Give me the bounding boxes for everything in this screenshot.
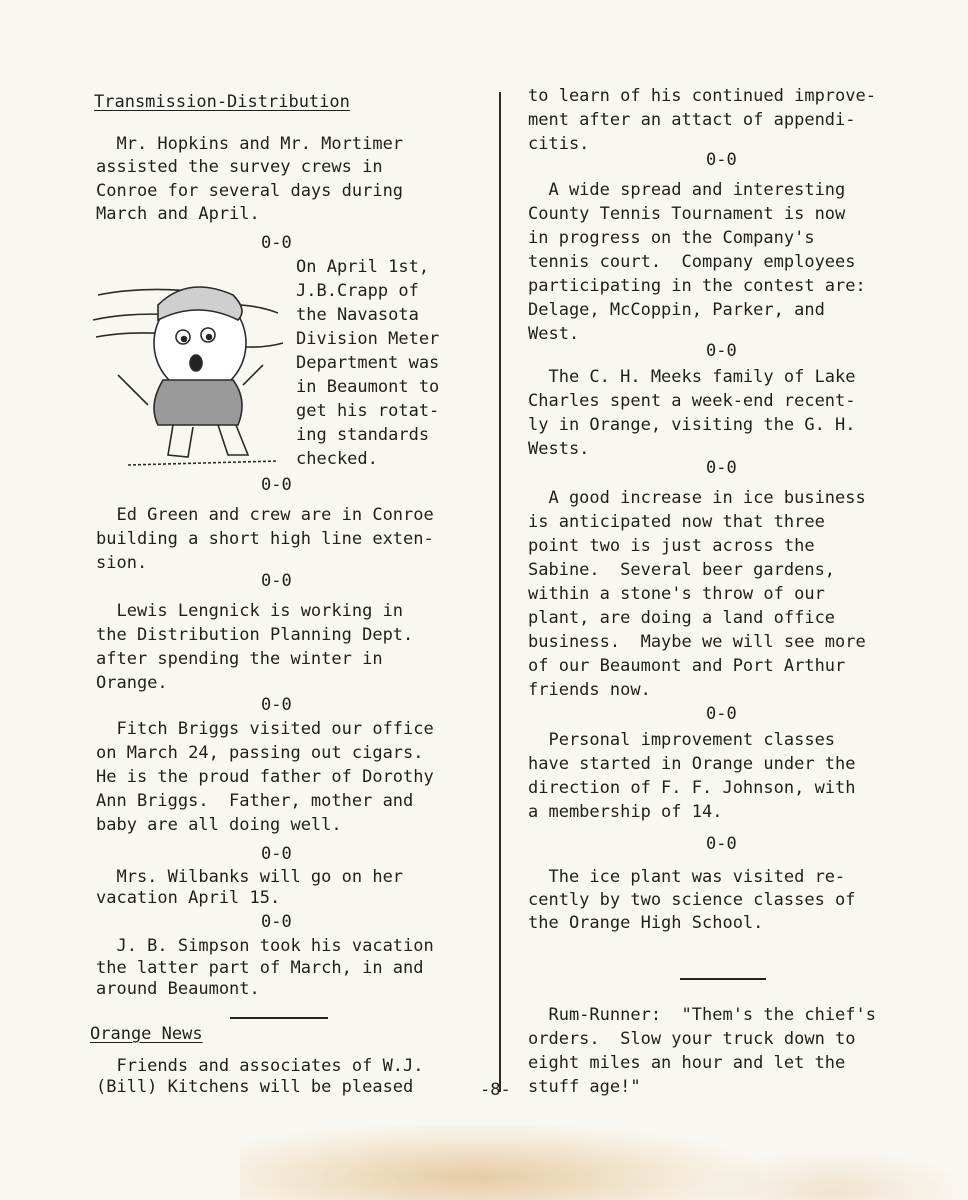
text-line: business. Maybe we will see more bbox=[528, 632, 866, 652]
text-line: West. bbox=[528, 324, 580, 344]
text-line: plant, are doing a land office bbox=[528, 608, 836, 628]
text-line: the Orange High School. bbox=[528, 913, 764, 933]
text-line: the Distribution Planning Dept. bbox=[96, 625, 414, 645]
text-line: to learn of his continued improve- bbox=[528, 86, 876, 106]
text-line: Charles spent a week-end recent- bbox=[528, 391, 856, 411]
text-line: after spending the winter in bbox=[96, 649, 383, 669]
text-line: get his rotat- bbox=[296, 401, 440, 421]
separator: 0-0 bbox=[261, 475, 292, 495]
text-line: A good increase in ice business bbox=[528, 488, 866, 508]
text-line: ly in Orange, visiting the G. H. bbox=[528, 415, 856, 435]
text-line: Friends and associates of W.J. bbox=[96, 1056, 424, 1076]
text-line: assisted the survey crews in bbox=[96, 157, 383, 177]
paper-stain bbox=[240, 1125, 760, 1200]
section-heading-orange-news: Orange News bbox=[90, 1024, 203, 1044]
text-line: eight miles an hour and let the bbox=[528, 1053, 846, 1073]
text-line: tennis court. Company employees bbox=[528, 252, 856, 272]
text-line: J. B. Simpson took his vacation bbox=[96, 936, 434, 956]
section-heading-transmission: Transmission-Distribution bbox=[94, 92, 350, 112]
text-line: citis. bbox=[528, 134, 590, 154]
text-line: A wide spread and interesting bbox=[528, 180, 846, 200]
separator: 0-0 bbox=[706, 704, 737, 724]
section-rule bbox=[230, 1017, 328, 1019]
page-number: -8- bbox=[480, 1080, 511, 1100]
text-line: ment after an attact of appendi- bbox=[528, 110, 856, 130]
text-line: building a short high line exten- bbox=[96, 529, 434, 549]
separator: 0-0 bbox=[261, 912, 292, 932]
text-line: The C. H. Meeks family of Lake bbox=[528, 367, 856, 387]
text-line: point two is just across the bbox=[528, 536, 815, 556]
text-line: within a stone's throw of our bbox=[528, 584, 825, 604]
text-line: orders. Slow your truck down to bbox=[528, 1029, 856, 1049]
text-line: checked. bbox=[296, 449, 378, 469]
separator: 0-0 bbox=[261, 844, 292, 864]
text-line: County Tennis Tournament is now bbox=[528, 204, 846, 224]
text-line: on March 24, passing out cigars. bbox=[96, 743, 424, 763]
section-rule bbox=[680, 978, 766, 980]
text-line: stuff age!" bbox=[528, 1077, 641, 1097]
column-divider bbox=[499, 92, 501, 1092]
text-line: is anticipated now that three bbox=[528, 512, 825, 532]
text-line: Department was bbox=[296, 353, 440, 373]
text-line: J.B.Crapp of bbox=[296, 281, 419, 301]
text-line: Ann Briggs. Father, mother and bbox=[96, 791, 414, 811]
text-line: in Beaumont to bbox=[296, 377, 440, 397]
text-line: Rum-Runner: "Them's the chief's bbox=[528, 1005, 876, 1025]
text-line: Sabine. Several beer gardens, bbox=[528, 560, 836, 580]
text-line: baby are all doing well. bbox=[96, 815, 342, 835]
text-line: sion. bbox=[96, 553, 148, 573]
text-line: participating in the contest are: bbox=[528, 276, 866, 296]
text-line: Ed Green and crew are in Conroe bbox=[96, 505, 434, 525]
separator: 0-0 bbox=[261, 233, 292, 253]
separator: 0-0 bbox=[261, 695, 292, 715]
cartoon-illustration bbox=[88, 265, 293, 475]
text-line: Lewis Lengnick is working in bbox=[96, 601, 404, 621]
text-line: Delage, McCoppin, Parker, and bbox=[528, 300, 825, 320]
separator: 0-0 bbox=[261, 571, 292, 591]
text-line: ing standards bbox=[296, 425, 430, 445]
separator: 0-0 bbox=[706, 834, 737, 854]
text-line: the Navasota bbox=[296, 305, 419, 325]
text-line: Division Meter bbox=[296, 329, 440, 349]
text-line: around Beaumont. bbox=[96, 979, 260, 999]
text-line: Orange. bbox=[96, 673, 168, 693]
separator: 0-0 bbox=[706, 150, 737, 170]
text-line: the latter part of March, in and bbox=[96, 958, 424, 978]
text-line: friends now. bbox=[528, 680, 651, 700]
text-line: March and April. bbox=[96, 204, 260, 224]
text-line: have started in Orange under the bbox=[528, 754, 856, 774]
text-line: Mrs. Wilbanks will go on her bbox=[96, 867, 404, 887]
text-line: On April 1st, bbox=[296, 257, 430, 277]
text-line: Personal improvement classes bbox=[528, 730, 836, 750]
text-line: of our Beaumont and Port Arthur bbox=[528, 656, 846, 676]
text-line: (Bill) Kitchens will be pleased bbox=[96, 1077, 414, 1097]
text-line: direction of F. F. Johnson, with bbox=[528, 778, 856, 798]
text-line: Fitch Briggs visited our office bbox=[96, 719, 434, 739]
separator: 0-0 bbox=[706, 458, 737, 478]
text-line: in progress on the Company's bbox=[528, 228, 815, 248]
text-line: Mr. Hopkins and Mr. Mortimer bbox=[96, 134, 404, 154]
text-line: Wests. bbox=[528, 439, 590, 459]
text-line: The ice plant was visited re- bbox=[528, 867, 846, 887]
text-line: a membership of 14. bbox=[528, 802, 723, 822]
text-line: vacation April 15. bbox=[96, 888, 281, 908]
text-line: cently by two science classes of bbox=[528, 890, 856, 910]
text-line: He is the proud father of Dorothy bbox=[96, 767, 434, 787]
text-line: Conroe for several days during bbox=[96, 181, 404, 201]
separator: 0-0 bbox=[706, 341, 737, 361]
paper-stain-right bbox=[700, 1150, 968, 1200]
